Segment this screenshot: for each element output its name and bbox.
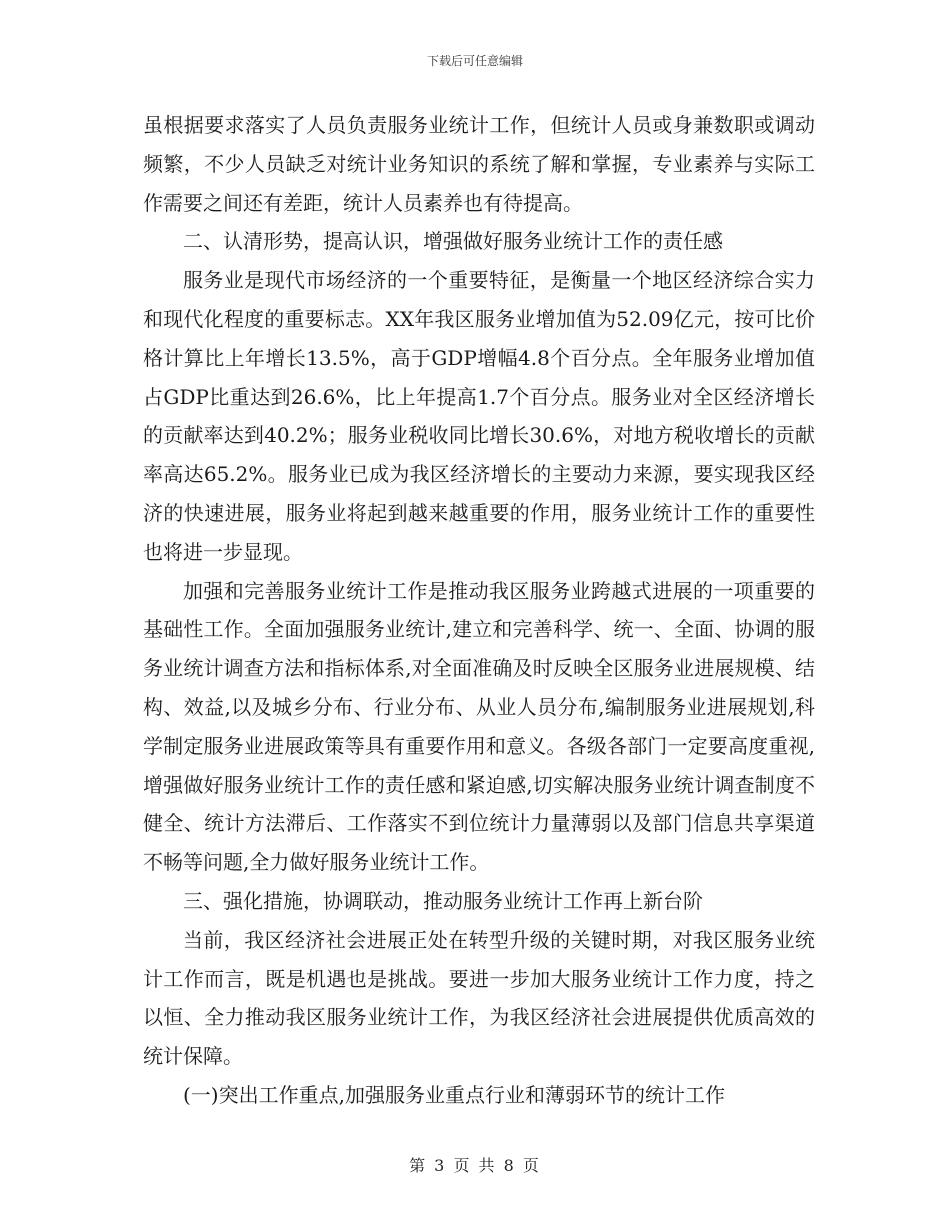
section-heading-two: 二、认清形势，提高认识，增强做好服务业统计工作的责任感: [183, 229, 723, 254]
paragraph-service-industry-stats: 服务业是现代市场经济的一个重要特征，是衡量一个地区经济综合实力和现代化程度的重要标志。XX年我区服务业增加值为52.09亿元，按可比价格计算比上年增长13.5%，高于GDP增幅4.8个百分点。全年服务业增加值占GDP比重达到26.6%，比上年提高1.7个百分点。服务业对全区经济增长的贡献率达到40.2%；服务业税收同比增长30.6%，对地方税收增长的贡献率高达65.2%。服务业已成为我区经济增长的主要动力来源，要实现我区经济的快速进展，服务业将起到越来越重要的作用，服务业统计工作的重要性也将进一步显现。: [143, 268, 815, 564]
page-header: 下载后可任意编辑: [426, 54, 523, 68]
document-body: [143, 106, 815, 1115]
page-number: 第 3 页 共 8 页: [409, 1156, 541, 1175]
paragraph-staff-quality: 虽根据要求落实了人员负责服务业统计工作，但统计人员或身兼数职或调动频繁，不少人员缺乏对统计业务知识的系统了解和掌握，专业素养与实际工作需要之间还有差距，统计人员素养也有待提高。: [143, 113, 815, 215]
section-heading-three: 三、强化措施，协调联动，推动服务业统计工作再上新台阶: [183, 888, 703, 913]
paragraph-current-situation: 当前，我区经济社会进展正处在转型升级的关键时期，对我区服务业统计工作而言，既是机遇也是挑战。要进一步加大服务业统计工作力度，持之以恒、全力推动我区服务业统计工作，为我区经济社会进展提供优质高效的统计保障。: [143, 927, 815, 1069]
subsection-heading-one: (一)突出工作重点,加强服务业重点行业和薄弱环节的统计工作: [183, 1082, 725, 1107]
paragraph-strengthen-statistics: 加强和完善服务业统计工作是推动我区服务业跨越式进展的一项重要的基础性工作。全面加强服务业统计,建立和完善科学、统一、全面、协调的服务业统计调查方法和指标体系,对全面准确及时反映全区服务业进展规模、结构、效益,以及城乡分布、行业分布、从业人员分布,编制服务业进展规划,科学制定服务业进展政策等具有重要作用和意义。各级各部门一定要高度重视,增强做好服务业统计工作的责任感和紧迫感,切实解决服务业统计调查制度不健全、统计方法滞后、工作落实不到位统计力量薄弱以及部门信息共享渠道不畅等问题,全力做好服务业统计工作。: [143, 578, 815, 875]
